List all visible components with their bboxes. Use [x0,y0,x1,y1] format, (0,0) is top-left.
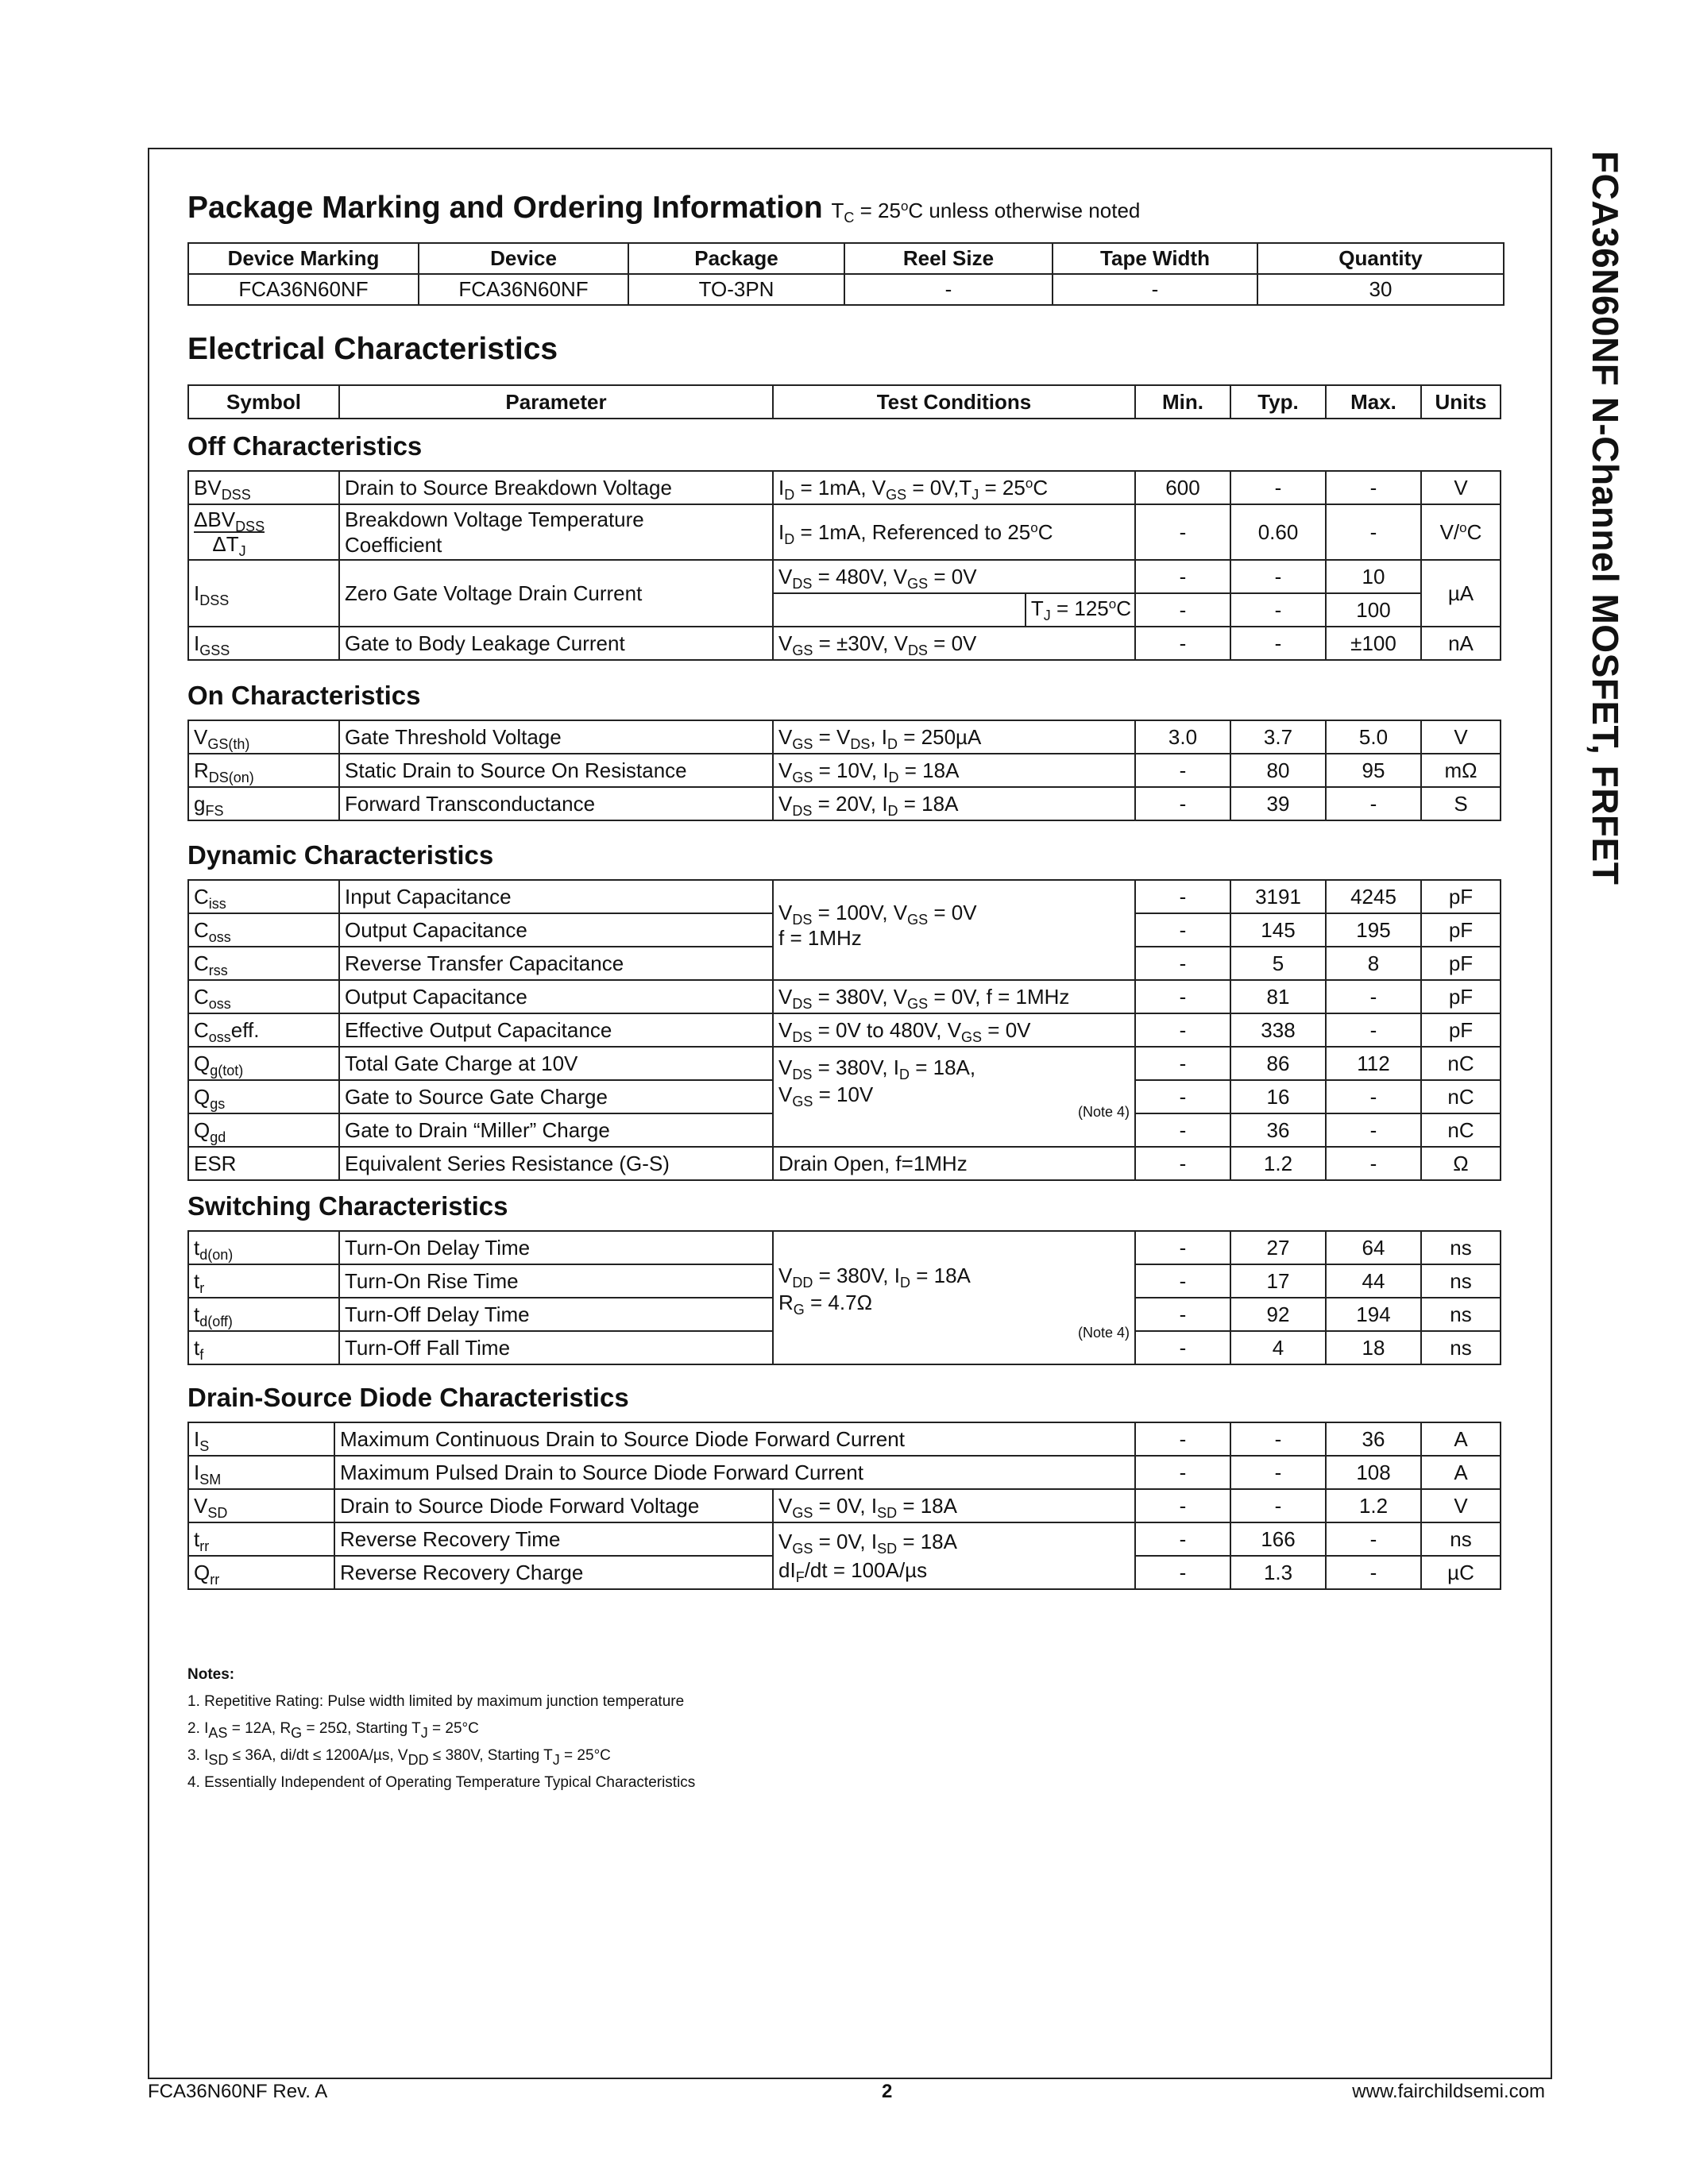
table-row [188,1522,1501,1556]
table-row [188,1231,1501,1264]
footer-page-number: 2 [882,2081,893,2102]
table-row [188,1422,1501,1456]
col-device-marking: Device Marking [188,243,419,274]
min: - [1135,754,1230,787]
conditions: $I_D = 1mA$, Referenced to 25$^o$C [773,504,1135,560]
param: Drain to Source Breakdown Voltage [339,471,773,504]
symbol: $I_{GSS}$ [188,627,339,660]
max: 4245 [1326,880,1421,913]
max: - [1326,1080,1421,1113]
conditions: $V_{DS} = 20V$, $I_D = 18A$ [773,787,1135,820]
conditions: $V_{DD} = 380V$, $I_D = 18A$ $R_G = 4.7\Omega$ (Note 4) [773,1231,1135,1364]
symbol: $\frac{\Delta BV_{DSS}}{\Delta T_J}$ [188,504,339,560]
min: - [1135,1231,1230,1264]
unit: pF [1421,880,1501,913]
unit: µA [1421,560,1501,627]
conditions: $V_{GS} = \pm 30V$, $V_{DS} = 0V$ [773,627,1135,660]
unit: S [1421,787,1501,820]
symbol: $Q_{g(tot)}$ [188,1047,339,1080]
param: Gate to Drain “Miller” Charge [339,1113,773,1147]
typ: 80 [1230,754,1326,787]
unit: ns [1421,1331,1501,1364]
note-3: 3. $I_{SD} \le 36A$, di/dt ≤ 1200A/µs, $V_{DD} \le 380V$, Starting $T_J = 25^\circ C$ [187,1747,611,1768]
min: - [1135,1047,1230,1080]
typ: 5 [1230,947,1326,980]
table-row [188,754,1501,787]
unit: V [1421,1489,1501,1522]
unit: ns [1421,1231,1501,1264]
diode-heading: Drain-Source Diode Characteristics [187,1383,629,1412]
param: Drain to Source Diode Forward Voltage [334,1489,773,1522]
conditions: $V_{GS} = V_{DS}$, $I_D = 250\mu A$ [773,720,1135,754]
min: - [1135,1456,1230,1489]
symbol: $Q_{gs}$ [188,1080,339,1113]
note-4: 4. Essentially Independent of Operating Temperature Typical Characteristics [187,1774,696,1791]
param: Gate to Body Leakage Current [339,627,773,660]
param: Equivalent Series Resistance (G-S) [339,1147,773,1180]
notes [187,1661,695,1796]
min: - [1135,504,1230,560]
typ: - [1230,1456,1326,1489]
col-symbol: Symbol [188,385,339,419]
min: 600 [1135,471,1230,504]
param: Reverse Transfer Capacitance [339,947,773,980]
param: Output Capacitance [339,980,773,1013]
min: - [1135,1080,1230,1113]
dynamic-heading: Dynamic Characteristics [187,840,494,870]
param: Reverse Recovery Time [334,1522,773,1556]
unit: pF [1421,913,1501,947]
dynamic-table [187,879,1501,1181]
table-row [188,471,1501,504]
param: Gate Threshold Voltage [339,720,773,754]
max: - [1326,980,1421,1013]
max: 195 [1326,913,1421,947]
note-2: 2. $I_{AS} = 12A$, $R_G = 25\Omega$, Starting $T_J = 25^\circ C$ [187,1720,479,1741]
conditions: $V_{DS} = 480V$, $V_{GS} = 0V$ [773,560,1135,593]
on-heading: On Characteristics [187,681,421,710]
max: 44 [1326,1264,1421,1298]
ordering-conditions: $T_C = 25^oC$ unless otherwise noted [831,199,1141,226]
conditions: $V_{DS} = 0V$ to 480V, $V_{GS} = 0V$ [773,1013,1135,1047]
min: - [1135,1489,1230,1522]
col-test-conditions: Test Conditions [773,385,1135,419]
max: 36 [1326,1422,1421,1456]
conditions: $V_{DS} = 100V$, $V_{GS} = 0V$ f = 1MHz [773,880,1135,980]
max: 108 [1326,1456,1421,1489]
typ: 338 [1230,1013,1326,1047]
typ: 16 [1230,1080,1326,1113]
symbol: $t_{d(on)}$ [188,1231,339,1264]
symbol: $Q_{rr}$ [188,1556,334,1589]
conditions: Drain Open, f=1MHz [773,1147,1135,1180]
param: Maximum Pulsed Drain to Source Diode Forward Current [334,1456,1135,1489]
unit: A [1421,1422,1501,1456]
cell: TO-3PN [628,274,844,305]
col-min: Min. [1135,385,1230,419]
param: Turn-On Delay Time [339,1231,773,1264]
min: - [1135,980,1230,1013]
typ: 92 [1230,1298,1326,1331]
symbol: $C_{oss}eff$. [188,1013,339,1047]
min: - [1135,1556,1230,1589]
max: - [1326,1147,1421,1180]
max: 1.2 [1326,1489,1421,1522]
symbol: $t_f$ [188,1331,339,1364]
symbol: ESR [188,1147,339,1180]
conditions: $V_{DS} = 380V$, $V_{GS} = 0V$, f = 1MHz [773,980,1135,1013]
symbol: $I_{SM}$ [188,1456,334,1489]
cell: 30 [1257,274,1504,305]
min: - [1135,1298,1230,1331]
unit: nC [1421,1113,1501,1147]
ordering-table [187,242,1505,306]
col-parameter: Parameter [339,385,773,419]
symbol: $t_{d(off)}$ [188,1298,339,1331]
table-row [188,880,1501,913]
conditions: $V_{GS} = 0V$, $I_{SD} = 18A$ [773,1489,1135,1522]
typ: 1.3 [1230,1556,1326,1589]
typ: 0.60 [1230,504,1326,560]
param: Effective Output Capacitance [339,1013,773,1047]
min: - [1135,1522,1230,1556]
unit: A [1421,1456,1501,1489]
table-row [188,1147,1501,1180]
unit: nA [1421,627,1501,660]
typ: 86 [1230,1047,1326,1080]
min: - [1135,880,1230,913]
table-row [188,560,1501,593]
typ: 27 [1230,1231,1326,1264]
typ: 3191 [1230,880,1326,913]
min: - [1135,1113,1230,1147]
footer-url[interactable]: www.fairchildsemi.com [1352,2081,1545,2102]
note-ref: (Note 4) [1077,1325,1130,1341]
conditions: $I_D = 1mA$, $V_{GS} = 0V,T_J = 25^oC$ [773,471,1135,504]
typ: - [1230,560,1326,593]
max: 100 [1326,593,1421,627]
max: 5.0 [1326,720,1421,754]
note-1: 1. Repetitive Rating: Pulse width limited by maximum junction temperature [187,1693,685,1710]
param: Input Capacitance [339,880,773,913]
ordering-header-row [188,243,1504,274]
typ: 1.2 [1230,1147,1326,1180]
table-row [188,627,1501,660]
note-ref: (Note 4) [1077,1104,1130,1120]
unit: µC [1421,1556,1501,1589]
symbol: $I_S$ [188,1422,334,1456]
typ: - [1230,471,1326,504]
param: Gate to Source Gate Charge [339,1080,773,1113]
param: Breakdown Voltage Temperature Coefficient [339,504,773,560]
max: 18 [1326,1331,1421,1364]
unit: pF [1421,947,1501,980]
symbol: $t_{rr}$ [188,1522,334,1556]
col-tape-width: Tape Width [1053,243,1257,274]
symbol: $BV_{DSS}$ [188,471,339,504]
typ: 39 [1230,787,1326,820]
unit: ns [1421,1522,1501,1556]
conditions: $V_{GS} = 10V$, $I_D = 18A$ [773,754,1135,787]
param: Maximum Continuous Drain to Source Diode Forward Current [334,1422,1135,1456]
unit: nC [1421,1080,1501,1113]
min: - [1135,593,1230,627]
notes-heading: Notes: [187,1666,235,1683]
param: Zero Gate Voltage Drain Current [339,560,773,627]
symbol: $C_{iss}$ [188,880,339,913]
max: - [1326,1556,1421,1589]
min: - [1135,1013,1230,1047]
min: - [1135,560,1230,593]
typ: - [1230,593,1326,627]
table-row [188,980,1501,1013]
cell: FCA36N60NF [188,274,419,305]
typ: 4 [1230,1331,1326,1364]
param: Turn-Off Delay Time [339,1298,773,1331]
unit: V [1421,720,1501,754]
col-reel-size: Reel Size [844,243,1053,274]
col-typ: Typ. [1230,385,1326,419]
max: - [1326,471,1421,504]
ordering-heading: Package Marking and Ordering Information $T_C = 25^oC$ unless otherwise noted [187,191,1141,226]
table-row [188,1013,1501,1047]
unit: V/$^o$C [1421,504,1501,560]
max: ±100 [1326,627,1421,660]
param: Turn-Off Fall Time [339,1331,773,1364]
unit: pF [1421,1013,1501,1047]
typ: 81 [1230,980,1326,1013]
table-row [188,720,1501,754]
min: - [1135,627,1230,660]
on-table [187,720,1501,821]
max: - [1326,1013,1421,1047]
unit: pF [1421,980,1501,1013]
param: Static Drain to Source On Resistance [339,754,773,787]
col-units: Units [1421,385,1501,419]
typ: 166 [1230,1522,1326,1556]
diode-table [187,1422,1501,1590]
min: - [1135,1264,1230,1298]
table-row [188,1489,1501,1522]
param: Output Capacitance [339,913,773,947]
table-row [188,504,1501,560]
off-table [187,470,1501,661]
unit: ns [1421,1298,1501,1331]
off-heading: Off Characteristics [187,431,423,461]
cell: - [1053,274,1257,305]
symbol: $R_{DS(on)}$ [188,754,339,787]
min: 3.0 [1135,720,1230,754]
table-row [188,1047,1501,1080]
min: - [1135,1331,1230,1364]
table-row [188,787,1501,820]
symbol: $Q_{gd}$ [188,1113,339,1147]
max: - [1326,1113,1421,1147]
param: Turn-On Rise Time [339,1264,773,1298]
ordering-row [188,274,1504,305]
min: - [1135,1147,1230,1180]
electrical-heading: Electrical Characteristics [187,332,558,366]
col-device: Device [419,243,628,274]
switching-table [187,1230,1501,1365]
max: 194 [1326,1298,1421,1331]
conditions: $V_{GS} = 0V$, $I_{SD} = 18A$ $dI_F/dt = 100A/\mu s$ [773,1522,1135,1589]
col-quantity: Quantity [1257,243,1504,274]
symbol: $V_{GS(th)}$ [188,720,339,754]
typ: - [1230,1489,1326,1522]
unit: nC [1421,1047,1501,1080]
electrical-header-table [187,384,1501,419]
param: Reverse Recovery Charge [334,1556,773,1589]
table-row [188,1456,1501,1489]
cell: - [844,274,1053,305]
max: 112 [1326,1047,1421,1080]
max: - [1326,504,1421,560]
max: 10 [1326,560,1421,593]
conditions: $V_{DS} = 380V$, $I_D = 18A$, $V_{GS} = 10V$ (Note 4) [773,1047,1135,1147]
cell: FCA36N60NF [419,274,628,305]
typ: 145 [1230,913,1326,947]
switching-heading: Switching Characteristics [187,1191,508,1221]
footer-left: FCA36N60NF Rev. A [148,2081,328,2102]
min: - [1135,947,1230,980]
col-package: Package [628,243,844,274]
max: 95 [1326,754,1421,787]
symbol: $g_{FS}$ [188,787,339,820]
param: Total Gate Charge at 10V [339,1047,773,1080]
side-title: FCA36N60NF N-Channel MOSFET, FRFET [1585,151,1626,886]
symbol: $C_{rss}$ [188,947,339,980]
typ: 36 [1230,1113,1326,1147]
max: 64 [1326,1231,1421,1264]
typ: 17 [1230,1264,1326,1298]
param: Forward Transconductance [339,787,773,820]
min: - [1135,1422,1230,1456]
unit: mΩ [1421,754,1501,787]
unit: ns [1421,1264,1501,1298]
symbol: $C_{oss}$ [188,913,339,947]
max: - [1326,1522,1421,1556]
symbol: $V_{SD}$ [188,1489,334,1522]
unit: Ω [1421,1147,1501,1180]
max: - [1326,787,1421,820]
typ: - [1230,1422,1326,1456]
min: - [1135,913,1230,947]
min: - [1135,787,1230,820]
symbol: $C_{oss}$ [188,980,339,1013]
col-max: Max. [1326,385,1421,419]
conditions: $T_J = 125^oC$ [773,593,1135,627]
max: 8 [1326,947,1421,980]
typ: 3.7 [1230,720,1326,754]
symbol: $t_r$ [188,1264,339,1298]
unit: V [1421,471,1501,504]
typ: - [1230,627,1326,660]
symbol: $I_{DSS}$ [188,560,339,627]
